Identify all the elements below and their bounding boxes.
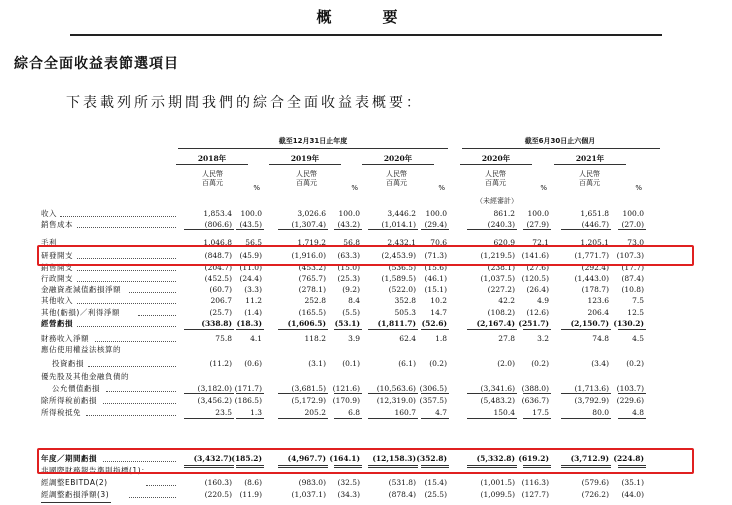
cell-value: (224.8)	[613, 454, 644, 463]
cell-value: (579.6)	[581, 478, 609, 487]
cell-value: (43.2)	[337, 220, 360, 229]
row-label: 金融資產減值虧損淨額	[41, 285, 121, 294]
cell-value: 150.4	[493, 408, 515, 417]
cell-value: 1.3	[250, 408, 262, 417]
subtotal-rule	[561, 393, 611, 394]
cell-value: 12.5	[627, 308, 644, 317]
unit-label-2: 人民幣 百萬元	[386, 170, 407, 187]
subtotal-rule	[236, 329, 264, 330]
cell-value: (170.9)	[332, 396, 360, 405]
table-row	[0, 284, 732, 295]
cell-value: (15.1)	[424, 285, 447, 294]
cell-value: (2.0)	[497, 359, 515, 368]
cell-value: 206.7	[210, 296, 232, 305]
table-bottom-rule	[41, 502, 111, 503]
row-label: 其他(虧損)／利得淨額	[41, 308, 120, 317]
cell-value: (229.6)	[616, 396, 644, 405]
cell-value: 861.2	[493, 209, 515, 218]
cell-value: (45.9)	[239, 251, 262, 260]
cell-value: 1,046.8	[203, 238, 232, 247]
subtotal-rule	[278, 329, 328, 330]
cell-value: 11.2	[245, 296, 262, 305]
dot-leader	[129, 497, 176, 498]
dot-leader	[88, 366, 176, 367]
subtotal-rule	[334, 418, 362, 419]
cell-value: (536.5)	[388, 263, 416, 272]
table-row	[0, 295, 732, 306]
cell-value: (11.2)	[209, 359, 232, 368]
intro-text: 下表載列所示期間我們的綜合全面收益表概要：	[66, 95, 423, 111]
cell-value: (24.4)	[239, 274, 262, 283]
cell-value: 70.6	[430, 238, 447, 247]
cell-value: (3,456.2)	[197, 396, 232, 405]
dot-leader	[60, 216, 176, 217]
subtotal-rule	[467, 393, 517, 394]
cell-value: 7.5	[632, 296, 644, 305]
cell-value: (185.2)	[231, 454, 262, 463]
dot-leader	[86, 415, 176, 416]
cell-value: (121.6)	[332, 384, 360, 393]
cell-value: 1,205.1	[580, 238, 609, 247]
cell-value: (1,099.5)	[480, 490, 515, 499]
cell-value: 75.8	[215, 334, 232, 343]
cell-value: (5,172.9)	[291, 396, 326, 405]
subtotal-rule	[421, 229, 449, 230]
cell-value: (3,681.5)	[291, 384, 326, 393]
cell-value: (15.6)	[424, 263, 447, 272]
cell-value: (5,332.8)	[476, 454, 515, 463]
table-row	[0, 307, 732, 318]
unit-label-0: 人民幣 百萬元	[202, 170, 223, 187]
cell-value: 56.5	[245, 238, 262, 247]
cell-value: (52.6)	[421, 319, 447, 328]
percent-header-2: %	[438, 184, 445, 192]
cell-value: 100.0	[338, 209, 360, 218]
cell-value: 4.5	[632, 334, 644, 343]
cell-value: (12.6)	[526, 308, 549, 317]
row-label: 毛利	[41, 238, 57, 247]
cell-value: 73.0	[627, 238, 644, 247]
row-label: 投資虧損	[52, 359, 84, 368]
row-label: 經營虧損	[41, 319, 73, 328]
row-label: 銷售開支	[41, 263, 73, 272]
subtotal-rule	[334, 329, 362, 330]
cell-value: 1,719.2	[297, 238, 326, 247]
cell-value: (12,319.0)	[376, 396, 416, 405]
cell-value: (107.3)	[616, 251, 644, 260]
percent-header-0: %	[253, 184, 260, 192]
unit-label-4: 人民幣 百萬元	[579, 170, 600, 187]
cell-value: 14.7	[430, 308, 447, 317]
cell-value: (1,443.0)	[574, 274, 609, 283]
highlight-box-rnd-expenses	[37, 245, 694, 266]
cell-value: 1,853.4	[203, 209, 232, 218]
cell-value: (103.7)	[616, 384, 644, 393]
cell-value: (0.6)	[244, 359, 262, 368]
cell-value: 2,432.1	[387, 238, 416, 247]
cell-value: (5,483.2)	[480, 396, 515, 405]
row-label: 應佔使用權益法核算的	[41, 345, 121, 354]
dot-leader	[77, 326, 176, 327]
cell-value: (5.5)	[342, 308, 360, 317]
cell-value: (9.2)	[342, 285, 360, 294]
cell-value: (29.4)	[424, 220, 447, 229]
cell-value: (848.7)	[204, 251, 232, 260]
cell-value: 100.0	[425, 209, 447, 218]
table-row	[0, 208, 732, 219]
cell-value: 27.8	[498, 334, 515, 343]
cell-value: 56.8	[343, 238, 360, 247]
cell-value: (1,589.5)	[381, 274, 416, 283]
subtotal-rule	[368, 418, 418, 419]
subtotal-rule	[618, 418, 646, 419]
cell-value: (15.0)	[337, 263, 360, 272]
row-label: 公允價值虧損	[52, 384, 100, 393]
row-label: 優先股及其他金融負債的	[41, 372, 129, 381]
subtotal-rule	[467, 418, 517, 419]
subtotal-rule	[523, 418, 551, 419]
subtotal-rule	[184, 393, 234, 394]
cell-value: 4.1	[250, 334, 262, 343]
cell-value: (127.7)	[521, 490, 549, 499]
cell-value: (11.9)	[239, 490, 262, 499]
subtotal-rule	[421, 329, 449, 330]
cell-value: (806.6)	[204, 220, 232, 229]
cell-value: (2,167.4)	[476, 319, 515, 328]
unit-label-1: 人民幣 百萬元	[296, 170, 317, 187]
cell-value: (108.2)	[487, 308, 515, 317]
cell-value: (27.9)	[526, 220, 549, 229]
subtotal-rule	[278, 418, 328, 419]
group-header-six-months: 截至6月30日止六個月	[524, 137, 596, 145]
cell-value: 62.4	[399, 334, 416, 343]
cell-value: (1,606.5)	[287, 319, 326, 328]
cell-value: 352.8	[394, 296, 416, 305]
subtotal-rule	[561, 229, 611, 230]
cell-value: (619.2)	[518, 454, 549, 463]
cell-value: 160.7	[394, 408, 416, 417]
cell-value: 205.2	[304, 408, 326, 417]
cell-value: (27.6)	[526, 263, 549, 272]
subtotal-rule	[278, 229, 328, 230]
cell-value: (186.5)	[234, 396, 262, 405]
cell-value: 3,026.6	[297, 209, 326, 218]
cell-value: (1,811.7)	[377, 319, 416, 328]
cell-value: (87.4)	[621, 274, 644, 283]
cell-value: (141.6)	[521, 251, 549, 260]
subtotal-rule	[368, 393, 418, 394]
cell-value: (4,967.7)	[287, 454, 326, 463]
cell-value: (1,713.6)	[574, 384, 609, 393]
cell-value: (12,158.3)	[372, 454, 416, 463]
cell-value: (18.3)	[236, 319, 262, 328]
page-title: 概 要	[316, 8, 416, 26]
cell-value: (44.0)	[621, 490, 644, 499]
cell-value: 3,446.2	[387, 209, 416, 218]
table-row	[0, 407, 732, 418]
group-header-fiscal-year: 截至12月31日止年度	[278, 137, 348, 145]
cell-value: (46.1)	[424, 274, 447, 283]
subtotal-rule	[561, 329, 611, 330]
row-label: 收入	[41, 209, 57, 218]
cell-value: (178.7)	[581, 285, 609, 294]
cell-value: 252.8	[304, 296, 326, 305]
cell-value: (43.5)	[239, 220, 262, 229]
table-row	[0, 395, 732, 406]
cell-value: (171.7)	[234, 384, 262, 393]
subtotal-rule	[467, 329, 517, 330]
cell-value: (116.3)	[521, 478, 549, 487]
cell-value: (6.1)	[398, 359, 416, 368]
cell-value: (1,014.1)	[381, 220, 416, 229]
cell-value: 4.7	[435, 408, 447, 417]
cell-value: 3.2	[537, 334, 549, 343]
cell-value: (765.7)	[298, 274, 326, 283]
cell-value: (160.3)	[204, 478, 232, 487]
subtotal-rule	[236, 229, 264, 230]
cell-value: 8.4	[348, 296, 360, 305]
cell-value: 206.4	[587, 308, 609, 317]
cell-value: 80.0	[592, 408, 609, 417]
row-label: 非國際財務報告準則指標(1)：	[41, 466, 150, 475]
subtotal-rule	[523, 329, 551, 330]
cell-value: (227.2)	[487, 285, 515, 294]
cell-value: (34.3)	[337, 490, 360, 499]
row-label: 行政開支	[41, 274, 73, 283]
year-header-3: 2020年	[481, 154, 511, 163]
row-label: 銷售成本	[41, 220, 73, 229]
cell-value: (2,150.7)	[570, 319, 609, 328]
cell-value: (17.7)	[621, 263, 644, 272]
cell-value: (338.8)	[201, 319, 232, 328]
cell-value: (1,001.5)	[480, 478, 515, 487]
cell-value: 17.5	[532, 408, 549, 417]
cell-value: (53.1)	[334, 319, 360, 328]
cell-value: (120.5)	[521, 274, 549, 283]
percent-header-4: %	[635, 184, 642, 192]
row-label: 財務收入淨額	[41, 334, 89, 343]
cell-value: (26.4)	[526, 285, 549, 294]
cell-value: (878.4)	[388, 490, 416, 499]
cell-value: 1.8	[435, 334, 447, 343]
cell-value: (63.3)	[337, 251, 360, 260]
cell-value: (452.5)	[204, 274, 232, 283]
percent-header-1: %	[351, 184, 358, 192]
cell-value: (32.5)	[337, 478, 360, 487]
cell-value: 1,651.8	[580, 209, 609, 218]
cell-value: (3.3)	[244, 285, 262, 294]
cell-value: 3.9	[348, 334, 360, 343]
cell-value: (636.7)	[521, 396, 549, 405]
subtotal-rule	[184, 418, 234, 419]
cell-value: (3,341.6)	[480, 384, 515, 393]
subtotal-rule	[618, 329, 646, 330]
subtotal-rule	[561, 418, 611, 419]
subtotal-rule	[368, 229, 418, 230]
cell-value: (3,432.7)	[193, 454, 232, 463]
dot-leader	[77, 270, 176, 271]
subtotal-rule	[618, 393, 646, 394]
table-row	[0, 318, 732, 329]
dot-leader	[103, 403, 176, 404]
cell-value: (71.3)	[424, 251, 447, 260]
cell-value: (531.8)	[388, 478, 416, 487]
cell-value: (0.2)	[429, 359, 447, 368]
cell-value: (204.7)	[204, 263, 232, 272]
subtotal-rule	[421, 418, 449, 419]
cell-value: (726.2)	[581, 490, 609, 499]
subtotal-rule	[184, 329, 234, 330]
cell-value: 74.8	[592, 334, 609, 343]
cell-value: (3,792.9)	[574, 396, 609, 405]
cell-value: (357.5)	[419, 396, 447, 405]
cell-value: 100.0	[240, 209, 262, 218]
cell-value: 118.2	[304, 334, 326, 343]
dot-leader	[77, 281, 176, 282]
year-header-1: 2019年	[290, 154, 320, 163]
cell-value: (3.4)	[591, 359, 609, 368]
cell-value: (1,037.5)	[480, 274, 515, 283]
cell-value: (60.7)	[209, 285, 232, 294]
cell-value: (292.4)	[581, 263, 609, 272]
cell-value: (453.2)	[298, 263, 326, 272]
dot-leader	[138, 315, 176, 316]
cell-value: 100.0	[527, 209, 549, 218]
subtotal-rule	[467, 229, 517, 230]
section-heading: 綜合全面收益表節選項目	[14, 56, 179, 72]
year-header-2: 2020年	[383, 154, 413, 163]
cell-value: (1.4)	[244, 308, 262, 317]
percent-header-3: %	[540, 184, 547, 192]
row-label: 研發開支	[41, 251, 73, 260]
cell-value: (35.1)	[621, 478, 644, 487]
subtotal-rule	[184, 229, 234, 230]
table-row	[0, 489, 732, 500]
cell-value: (27.0)	[621, 220, 644, 229]
table-row	[0, 371, 732, 382]
subtotal-rule	[334, 393, 362, 394]
cell-value: (25.7)	[209, 308, 232, 317]
dot-leader	[106, 391, 176, 392]
row-label: 年度／期間虧損	[41, 454, 97, 463]
highlight-box-period-loss	[37, 448, 694, 474]
cell-value: (446.7)	[581, 220, 609, 229]
cell-value: (2,453.9)	[381, 251, 416, 260]
subtotal-rule	[334, 229, 362, 230]
table-row	[0, 358, 732, 369]
cell-value: (25.5)	[424, 490, 447, 499]
cell-value: (1,916.0)	[291, 251, 326, 260]
cell-value: (352.8)	[416, 454, 447, 463]
cell-value: (3,712.9)	[570, 454, 609, 463]
cell-value: 10.2	[430, 296, 447, 305]
cell-value: 123.6	[587, 296, 609, 305]
cell-value: (8.6)	[244, 478, 262, 487]
cell-value: (0.2)	[626, 359, 644, 368]
table-row	[0, 333, 732, 344]
cell-value: (11.0)	[239, 263, 262, 272]
dot-leader	[77, 227, 176, 228]
cell-value: 23.5	[215, 408, 232, 417]
cell-value: (0.1)	[342, 359, 360, 368]
cell-value: (278.1)	[298, 285, 326, 294]
subtotal-rule	[618, 229, 646, 230]
unaudited-note: （未經審計）	[476, 197, 518, 205]
table-row	[0, 273, 732, 284]
subtotal-rule	[278, 393, 328, 394]
subtotal-rule	[523, 393, 551, 394]
dot-leader	[77, 303, 176, 304]
subtotal-rule	[236, 418, 264, 419]
dot-leader	[95, 341, 176, 342]
unit-label-3: 人民幣 百萬元	[485, 170, 506, 187]
cell-value: (251.7)	[518, 319, 549, 328]
row-label: 經調整虧損淨額(3)	[41, 490, 110, 499]
cell-value: (238.1)	[487, 263, 515, 272]
subtotal-rule	[523, 229, 551, 230]
row-label: 除所得稅前虧損	[41, 396, 97, 405]
cell-value: (983.0)	[298, 478, 326, 487]
cell-value: (3.1)	[308, 359, 326, 368]
cell-value: (165.5)	[298, 308, 326, 317]
year-header-0: 2018年	[197, 154, 227, 163]
subtotal-rule	[421, 393, 449, 394]
year-header-4: 2021年	[575, 154, 605, 163]
row-label: 所得稅抵免	[41, 408, 81, 417]
cell-value: (240.3)	[487, 220, 515, 229]
cell-value: (3,182.0)	[197, 384, 232, 393]
cell-value: 6.8	[348, 408, 360, 417]
cell-value: (130.2)	[613, 319, 644, 328]
cell-value: (1,771.7)	[574, 251, 609, 260]
cell-value: 4.8	[632, 408, 644, 417]
subtotal-rule	[368, 329, 418, 330]
cell-value: (10.8)	[621, 285, 644, 294]
cell-value: (220.5)	[204, 490, 232, 499]
cell-value: (15.4)	[424, 478, 447, 487]
cell-value: (388.0)	[521, 384, 549, 393]
table-row	[0, 477, 732, 488]
subtotal-rule	[236, 393, 264, 394]
dot-leader	[129, 292, 176, 293]
cell-value: 72.1	[532, 238, 549, 247]
cell-value: (306.5)	[419, 384, 447, 393]
row-label: 其他收入	[41, 296, 73, 305]
cell-value: (1,037.1)	[291, 490, 326, 499]
cell-value: (1,219.5)	[480, 251, 515, 260]
cell-value: (164.1)	[329, 454, 360, 463]
table-row	[0, 344, 732, 355]
cell-value: (0.2)	[531, 359, 549, 368]
cell-value: (1,307.4)	[291, 220, 326, 229]
cell-value: 42.2	[498, 296, 515, 305]
cell-value: (25.3)	[337, 274, 360, 283]
cell-value: (10,563.6)	[376, 384, 416, 393]
cell-value: 4.9	[537, 296, 549, 305]
cell-value: 620.9	[493, 238, 515, 247]
cell-value: 100.0	[622, 209, 644, 218]
row-label: 經調整EBITDA(2)	[41, 478, 108, 487]
cell-value: (522.0)	[388, 285, 416, 294]
cell-value: 505.3	[394, 308, 416, 317]
